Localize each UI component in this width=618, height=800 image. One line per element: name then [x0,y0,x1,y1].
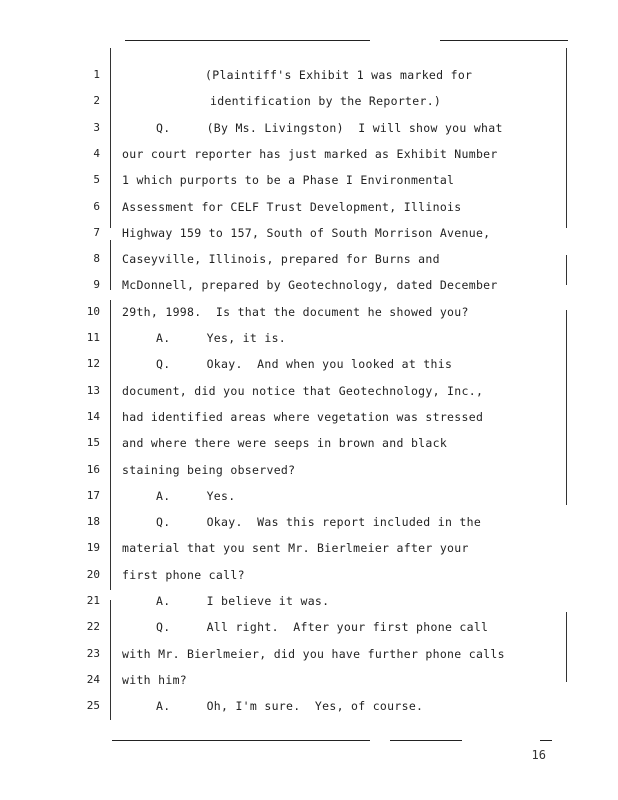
transcript-line [0,325,618,351]
line-number: 5 [93,173,100,187]
transcript-line [0,272,618,298]
line-number: 7 [93,225,100,239]
transcript-line [0,483,618,509]
transcript-line [0,299,618,325]
transcript-line [0,430,618,456]
line-text: A. Oh, I'm sure. Yes, of course. [156,699,424,714]
line-number: 4 [93,146,100,160]
line-number: 12 [86,357,100,371]
line-text: A. Yes. [156,488,236,503]
line-text: identification by the Reporter.) [210,94,442,109]
line-number: 2 [93,94,100,108]
transcript-line [0,404,618,430]
line-number: 11 [86,331,100,344]
line-number: 10 [86,304,100,318]
line-text: 1 which purports to be a Phase I Environmental [122,173,455,188]
line-number: 3 [93,120,100,134]
transcript-line [0,115,618,141]
line-text: Q. Okay. Was this report included in the [156,515,482,530]
line-text: Q. (By Ms. Livingston) I will show you what [156,120,503,135]
top-rule-right [440,40,568,41]
transcript-line [0,535,618,561]
line-text: and where there were seeps in brown and black [122,436,448,451]
line-text: Q. All right. After your first phone call [156,620,489,635]
line-text: Q. Okay. And when you looked at this [156,357,453,372]
line-number: 23 [86,646,100,660]
transcript-line [0,588,618,614]
top-rule-left [125,40,370,41]
line-number: 18 [86,515,100,529]
line-text: A. I believe it was. [156,594,330,608]
line-text: with Mr. Bierlmeier, did you have further phone calls [122,646,505,661]
line-text: first phone call? [122,567,245,582]
line-number: 8 [93,252,100,266]
transcript-line [0,667,618,693]
bottom-rule-left [112,740,370,741]
line-text: Caseyville, Illinois, prepared for Burns and [122,252,440,267]
line-number: 25 [86,699,100,713]
line-number: 9 [93,278,100,292]
transcript-line [0,562,618,588]
line-number: 13 [86,383,100,397]
transcript-line [0,62,618,88]
line-number: 14 [86,409,100,423]
transcript-line [0,351,618,377]
transcript-line [0,88,618,114]
line-text: McDonnell, prepared by Geotechnology, dated December [122,278,498,293]
transcript-line [0,509,618,535]
transcript-line [0,378,618,404]
transcript-line [0,167,618,193]
line-text: document, did you notice that Geotechnology, Inc., [122,383,484,398]
line-text: 29th, 1998. Is that the document he showed you? [122,304,469,319]
transcript-line [0,194,618,220]
transcript-line [0,614,618,640]
line-number: 6 [93,199,100,213]
transcript-line [0,220,618,246]
line-number: 20 [86,567,100,581]
line-text: our court reporter has just marked as Exhibit Number [122,146,498,161]
transcript-line [0,693,618,719]
line-text: (Plaintiff's Exhibit 1 was marked for [205,68,473,82]
transcript-line [0,641,618,667]
line-number: 21 [86,594,100,607]
line-text: staining being observed? [122,462,296,477]
line-number: 24 [86,672,100,686]
transcript-line [0,457,618,483]
line-number: 1 [93,68,100,81]
bottom-rule-right [540,740,552,741]
line-text: had identified areas where vegetation was stressed [122,409,484,424]
bottom-rule-mid [390,740,462,741]
page-number: 16 [531,748,546,762]
line-number: 22 [86,620,100,634]
line-number: 19 [86,541,100,555]
line-text: with him? [122,672,188,687]
line-text: Highway 159 to 157, South of South Morrison Avenue, [122,225,491,240]
transcript-line [0,141,618,167]
line-text: Assessment for CELF Trust Development, Illinois [122,199,462,214]
line-number: 15 [86,436,100,450]
line-number: 17 [86,488,100,502]
line-text: A. Yes, it is. [156,331,287,345]
line-text: material that you sent Mr. Bierlmeier after your [122,541,469,556]
transcript-line [0,246,618,272]
line-number: 16 [86,462,100,476]
